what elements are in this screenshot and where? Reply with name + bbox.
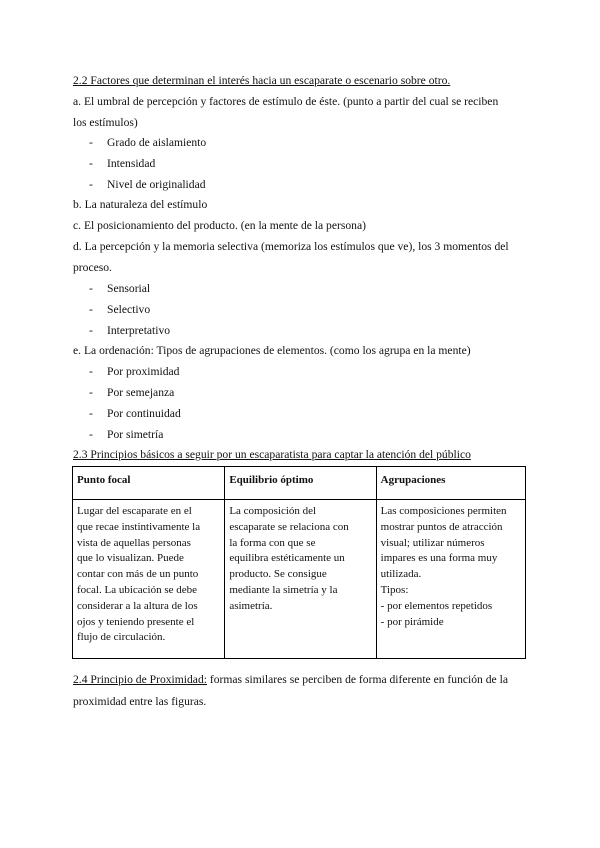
- cell-text-line: - por pirámide: [380, 615, 444, 628]
- table-cell-agrupaciones: [376, 500, 525, 659]
- cell-text-line: visual; utilizar números: [380, 536, 485, 549]
- cell-text-line: utilizada.: [380, 568, 422, 581]
- cell-text-line: mediante la simetría y la: [229, 583, 338, 596]
- cell-text-line: ojos y teniendo presente el: [77, 615, 195, 628]
- item-e: e. La ordenación: Tipos de agrupaciones de elementos. (como los agrupa en la mente): [73, 344, 471, 357]
- table-header-equilibrio: Equilibrio óptimo: [225, 467, 376, 500]
- cell-text-line: asimetría.: [229, 599, 273, 612]
- table-row: [73, 500, 526, 659]
- item-a-line2: los estímulos): [73, 116, 138, 129]
- list-item: Intensidad: [107, 157, 156, 170]
- principles-table: [72, 466, 526, 659]
- bullet-marker: -: [89, 324, 93, 337]
- section-2-4-text: formas similares se perciben de forma diferente en función de la: [206, 673, 508, 686]
- cell-text-line: escaparate se relaciona con: [229, 520, 349, 533]
- cell-text-line: mostrar puntos de atracción: [380, 520, 503, 533]
- section-2-3-heading: 2.3 Principios básicos a seguir por un escaparatista para captar la atención del público: [73, 448, 471, 461]
- bullet-marker: -: [89, 386, 93, 399]
- bullet-marker: -: [89, 136, 93, 149]
- list-item: Nivel de originalidad: [107, 178, 206, 191]
- list-item: Por proximidad: [107, 365, 180, 378]
- bullet-marker: -: [89, 157, 93, 170]
- item-c: c. El posicionamiento del producto. (en la mente de la persona): [73, 219, 366, 232]
- bullet-marker: -: [89, 178, 93, 191]
- list-item: Selectivo: [107, 303, 151, 316]
- list-item: Por continuidad: [107, 407, 181, 420]
- cell-text-line: La composición del: [229, 505, 317, 517]
- list-item: Interpretativo: [107, 324, 171, 337]
- bullet-marker: -: [89, 282, 93, 295]
- cell-text-line: la forma con que se: [229, 536, 316, 549]
- cell-text-line: contar con más de un punto: [77, 568, 199, 581]
- section-2-4-line2: proximidad entre las figuras.: [73, 695, 207, 708]
- table-header-agrupaciones: Agrupaciones: [376, 467, 525, 500]
- table-header-punto-focal: Punto focal: [73, 467, 225, 500]
- list-item: Por semejanza: [107, 386, 175, 399]
- cell-text-line: Las composiciones permiten: [380, 505, 507, 517]
- cell-text-line: que recae instintivamente la: [77, 520, 201, 533]
- item-d-line2: proceso.: [73, 261, 112, 274]
- list-item: Por simetría: [107, 428, 164, 441]
- cell-text-line: Lugar del escaparate en el: [77, 505, 192, 517]
- cell-text-line: que lo visualizan. Puede: [77, 552, 184, 565]
- cell-text-line: vista de aquellas personas: [77, 536, 191, 549]
- item-d-line1: d. La percepción y la memoria selectiva (memoriza los estímulos que ve), los 3 momentos del: [73, 240, 509, 253]
- item-b: b. La naturaleza del estímulo: [73, 198, 208, 211]
- cell-text-line: focal. La ubicación se debe: [77, 583, 198, 596]
- section-2-2-heading: 2.2 Factores que determinan el interés hacia un escaparate o escenario sobre otro.: [73, 74, 451, 87]
- list-item: Sensorial: [107, 282, 151, 295]
- table-cell-equilibrio: [225, 500, 376, 659]
- bullet-marker: -: [89, 365, 93, 378]
- cell-text-line: flujo de circulación.: [77, 631, 166, 644]
- list-item: Grado de aislamiento: [107, 136, 207, 149]
- section-2-4-line1: [73, 673, 508, 687]
- cell-text-line: equilibra estéticamente un: [229, 552, 345, 565]
- bullet-marker: -: [89, 407, 93, 420]
- cell-text-line: considerar a la altura de los: [77, 599, 198, 612]
- cell-text-line: - por elementos repetidos: [380, 599, 493, 612]
- cell-text-line: producto. Se consigue: [229, 568, 327, 581]
- cell-text-line: impares es una forma muy: [380, 552, 498, 565]
- table-header-row: [73, 467, 526, 500]
- section-2-4-heading: 2.4 Principio de Proximidad:: [73, 673, 207, 686]
- bullet-marker: -: [89, 428, 93, 441]
- item-a-line1: a. El umbral de percepción y factores de estímulo de éste. (punto a partir del cual se reciben: [73, 95, 499, 108]
- bullet-marker: -: [89, 303, 93, 316]
- cell-text-line: Tipos:: [380, 583, 409, 596]
- table-cell-punto-focal: [73, 500, 225, 659]
